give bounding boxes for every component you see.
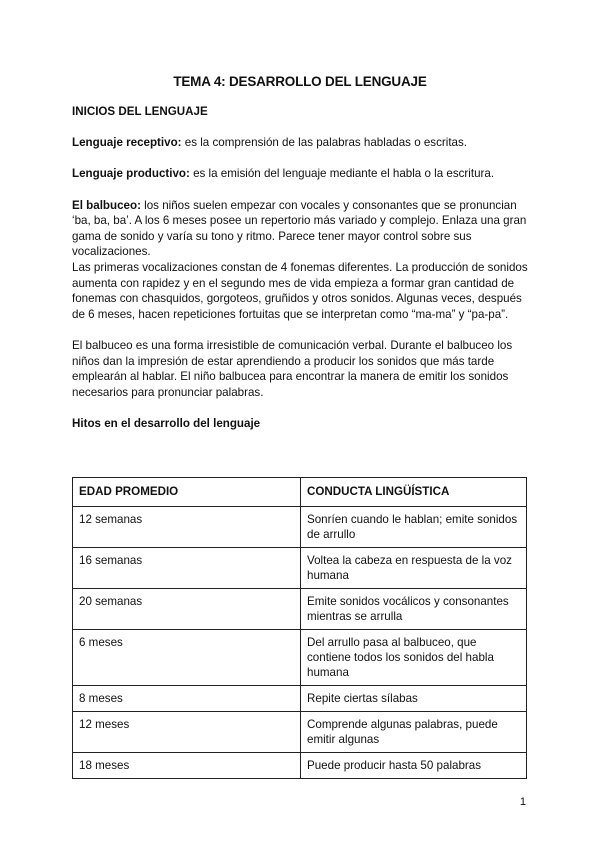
cell-age: 8 meses — [73, 686, 301, 712]
definition-receptivo — [72, 135, 532, 151]
table-row — [73, 686, 527, 712]
document-body — [72, 104, 532, 431]
table-row — [73, 753, 527, 779]
cell-age: 18 meses — [73, 753, 301, 779]
table-row — [73, 630, 527, 686]
table-row — [73, 548, 527, 589]
term-productivo: Lenguaje productivo: — [72, 167, 190, 181]
page-title: TEMA 4: DESARROLLO DEL LENGUAJE — [173, 74, 427, 89]
cell-behavior: Repite ciertas sílabas — [301, 686, 527, 712]
table-row — [73, 507, 527, 548]
definition-productivo — [72, 166, 532, 182]
cell-behavior: Puede producir hasta 50 palabras — [301, 753, 527, 779]
term-balbuceo: El balbuceo: — [72, 198, 141, 212]
header-conducta: CONDUCTA LINGÜÍSTICA — [301, 478, 527, 507]
text-balbuceo: los niños suelen empezar con vocales y consonantes que se pronuncian ‘ba, ba, ba’. A los 6 meses posee un repertorio más variado y complejo. Enlaza una gran gama de sonido y varía su tono y ritmo. Parece tener mayor control sobre sus vocalizaciones. — [72, 198, 527, 259]
cell-age: 12 meses — [73, 712, 301, 753]
term-receptivo: Lenguaje receptivo: — [72, 136, 182, 150]
header-edad: EDAD PROMEDIO — [73, 478, 301, 507]
cell-behavior: Del arrullo pasa al balbuceo, que contiene todos los sonidos del habla humana — [301, 630, 527, 686]
text-receptivo: es la comprensión de las palabras habladas o escritas. — [181, 136, 468, 150]
cell-behavior: Sonríen cuando le hablan; emite sonidos de arrullo — [301, 507, 527, 548]
table-header-row — [73, 478, 527, 507]
cell-behavior: Emite sonidos vocálicos y consonantes mientras se arrulla — [301, 589, 527, 630]
page-number: 1 — [519, 796, 526, 808]
cell-age: 20 semanas — [73, 589, 301, 630]
cell-age: 6 meses — [73, 630, 301, 686]
section-heading: INICIOS DEL LENGUAJE — [72, 105, 208, 118]
balbuceo-paragraph-1 — [72, 198, 532, 260]
cell-behavior: Voltea la cabeza en respuesta de la voz humana — [301, 548, 527, 589]
table-row — [73, 589, 527, 630]
table-row — [73, 712, 527, 753]
table-heading: Hitos en el desarrollo del lenguaje — [72, 416, 261, 430]
balbuceo-paragraph-3: El balbuceo es una forma irresistible de comunicación verbal. Durante el balbuceo los niños dan la impresión de estar aprendiendo a producir los sonidos que más tarde emplearán al hablar. El niño balbucea para encontrar la manera de emitir los sonidos necesarios para pronunciar palabras. — [72, 338, 513, 399]
milestones-table — [72, 477, 527, 779]
cell-age: 16 semanas — [73, 548, 301, 589]
cell-behavior: Comprende algunas palabras, puede emitir algunas — [301, 712, 527, 753]
balbuceo-paragraph-2: Las primeras vocalizaciones constan de 4 fonemas diferentes. La producción de sonidos aumenta con rapidez y en el segundo mes de vida empieza a formar gran cantidad de fonemas con chasquidos, gorgoteos, gruñidos y otros sonidos. Algunas veces, después de 6 meses, hacen repeticiones fortuitas que se interpretan como “ma-ma” y “pa-pa”. — [72, 260, 528, 321]
cell-age: 12 semanas — [73, 507, 301, 548]
text-productivo: es la emisión del lenguaje mediante el habla o la escritura. — [189, 167, 495, 181]
